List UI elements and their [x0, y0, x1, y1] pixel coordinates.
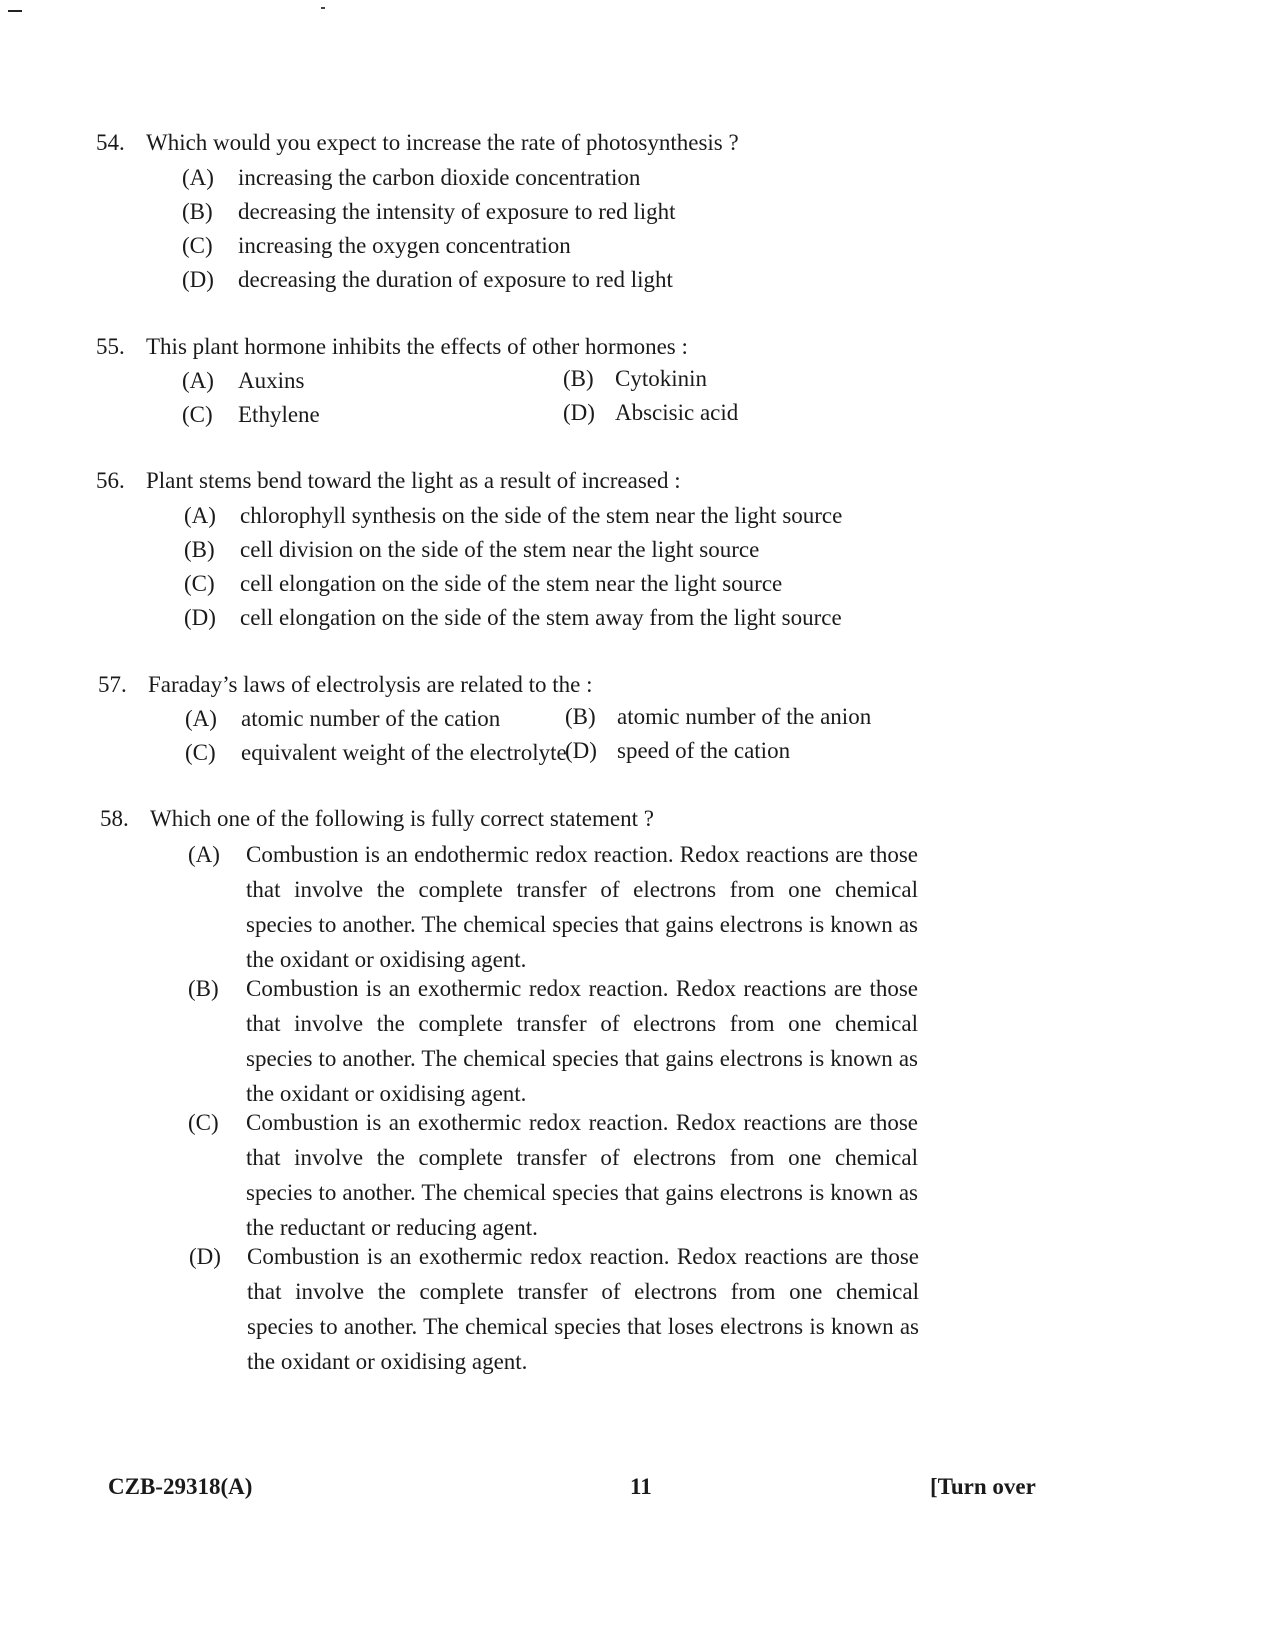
option-57-a — [185, 702, 500, 736]
option-text: cell elongation on the side of the stem away from the light source — [240, 605, 842, 630]
option-text: speed of the cation — [617, 738, 791, 763]
option-text: chlorophyll synthesis on the side of the stem near the light source — [240, 503, 843, 528]
question-text: This plant hormone inhibits the effects of other hormones : — [146, 334, 688, 359]
option-label: (B) — [563, 366, 594, 391]
option-label: (D) — [189, 1244, 221, 1269]
option-55-c — [182, 398, 320, 432]
option-label: (A) — [185, 706, 217, 731]
option-label: (A) — [184, 503, 216, 528]
option-label: (B) — [182, 199, 213, 224]
option-text: Auxins — [238, 368, 305, 393]
option-label: (C) — [185, 740, 216, 765]
scan-mark-dash — [8, 10, 22, 12]
option-56-d — [184, 601, 842, 635]
question-text: Plant stems bend toward the light as a result of increased : — [146, 468, 681, 493]
option-label: (C) — [182, 402, 213, 427]
option-label: (D) — [565, 738, 597, 763]
question-text: Which one of the following is fully correct statement ? — [150, 806, 654, 831]
option-text: Combustion is an exothermic redox reaction. Redox reactions are those that involve the complete transfer of electrons from one chemical species to another. The chemical species that loses electrons is known as the oxidant or oxidising agent. — [247, 1244, 919, 1374]
option-label: (C) — [182, 233, 213, 258]
option-text: decreasing the duration of exposure to red light — [238, 267, 673, 292]
option-text: Combustion is an exothermic redox reaction. Redox reactions are those that involve the complete transfer of electrons from one chemical species to another. The chemical species that gains electrons is known as the oxidant or oxidising agent. — [246, 976, 918, 1106]
option-label: (C) — [184, 571, 215, 596]
option-text: Ethylene — [238, 402, 320, 427]
option-text: decreasing the intensity of exposure to red light — [238, 199, 676, 224]
option-56-a — [184, 499, 842, 533]
scan-mark-dot — [321, 7, 325, 9]
option-54-d — [182, 263, 673, 297]
option-label: (B) — [565, 704, 596, 729]
option-text: cell elongation on the side of the stem near the light source — [240, 571, 783, 596]
option-label: (B) — [184, 537, 215, 562]
option-text: atomic number of the cation — [241, 706, 501, 731]
option-54-a — [182, 161, 640, 195]
option-55-d — [563, 396, 738, 430]
option-label: (A) — [188, 842, 220, 867]
question-text: Which would you expect to increase the rate of photosynthesis ? — [146, 130, 739, 155]
option-label: (A) — [182, 368, 214, 393]
page-number: 11 — [630, 1474, 652, 1499]
option-57-d — [565, 734, 790, 768]
option-text: increasing the oxygen concentration — [238, 233, 571, 258]
question-text: Faraday’s laws of electrolysis are related to the : — [148, 672, 593, 697]
option-text: Combustion is an exothermic redox reaction. Redox reactions are those that involve the complete transfer of electrons from one chemical species to another. The chemical species that gains electrons is known as the reductant or reducing agent. — [246, 1110, 918, 1240]
option-text: atomic number of the anion — [617, 704, 872, 729]
option-56-b — [184, 533, 759, 567]
exam-code: CZB-29318(A) — [108, 1474, 253, 1499]
option-text: Abscisic acid — [615, 400, 739, 425]
option-55-a — [182, 364, 304, 398]
option-56-c — [184, 567, 782, 601]
option-text: cell division on the side of the stem near the light source — [240, 537, 760, 562]
question-number: 58. — [100, 806, 129, 831]
option-54-c — [182, 229, 571, 263]
option-text: Combustion is an endothermic redox reaction. Redox reactions are those that involve the complete transfer of electrons from one chemical species to another. The chemical species that gains electrons is known as the oxidant or oxidising agent. — [246, 842, 918, 972]
option-57-b — [565, 700, 871, 734]
question-number: 56. — [96, 468, 125, 493]
question-number: 57. — [98, 672, 127, 697]
question-number: 55. — [96, 334, 125, 359]
option-label: (C) — [188, 1110, 219, 1135]
option-label: (D) — [184, 605, 216, 630]
option-text: increasing the carbon dioxide concentration — [238, 165, 641, 190]
option-label: (D) — [182, 267, 214, 292]
option-label: (B) — [188, 976, 219, 1001]
option-54-b — [182, 195, 676, 229]
option-text: Cytokinin — [615, 366, 708, 391]
option-55-b — [563, 362, 707, 396]
turn-over-note: [Turn over — [930, 1474, 1036, 1499]
option-label: (D) — [563, 400, 595, 425]
option-57-c — [185, 736, 567, 770]
question-number: 54. — [96, 130, 125, 155]
option-label: (A) — [182, 165, 214, 190]
option-text: equivalent weight of the electrolyte — [241, 740, 567, 765]
